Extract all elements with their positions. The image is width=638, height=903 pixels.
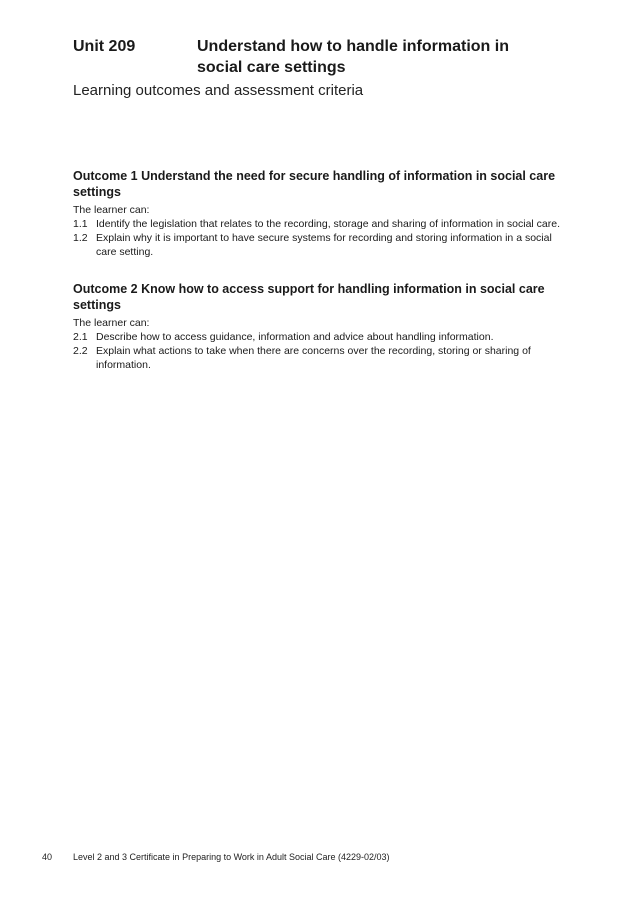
footer-text: Level 2 and 3 Certificate in Preparing to Work in Adult Social Care (4229-02/03) bbox=[73, 852, 390, 862]
criterion-item bbox=[73, 231, 573, 259]
criterion-item bbox=[73, 330, 573, 344]
outcome-1 bbox=[73, 168, 573, 259]
criterion-item bbox=[73, 344, 573, 372]
criterion-item bbox=[73, 217, 573, 231]
criterion-number: 1.1 bbox=[73, 218, 88, 230]
outcome-intro: The learner can: bbox=[73, 317, 150, 329]
criterion-text: Identify the legislation that relates to the recording, storage and sharing of information in social care. bbox=[96, 218, 561, 230]
outcome-intro: The learner can: bbox=[73, 204, 150, 216]
criterion-text: Describe how to access guidance, information and advice about handling information. bbox=[96, 331, 494, 343]
criterion-number: 2.1 bbox=[73, 331, 88, 343]
outcome-heading: Outcome 2 Know how to access support for handling information in social care settings bbox=[73, 282, 545, 312]
criteria-list bbox=[73, 217, 573, 259]
page-footer bbox=[42, 851, 390, 863]
outcome-2 bbox=[73, 281, 573, 372]
outcomes-section bbox=[73, 168, 573, 394]
page-header bbox=[73, 36, 593, 101]
page-subtitle: Learning outcomes and assessment criteria bbox=[73, 82, 364, 99]
criterion-number: 2.2 bbox=[73, 345, 88, 357]
criteria-list bbox=[73, 330, 573, 372]
criterion-text: Explain what actions to take when there are concerns over the recording, storing or sharing of information. bbox=[96, 345, 531, 371]
criterion-text: Explain why it is important to have secure systems for recording and storing information in a social care setting. bbox=[96, 232, 552, 258]
unit-number: Unit 209 bbox=[73, 38, 136, 55]
page-number: 40 bbox=[42, 852, 53, 862]
criterion-number: 1.2 bbox=[73, 232, 88, 244]
unit-heading-row bbox=[73, 36, 593, 78]
unit-title: Understand how to handle information in social care settings bbox=[197, 38, 509, 76]
outcome-heading: Outcome 1 Understand the need for secure handling of information in social care settings bbox=[73, 169, 556, 199]
